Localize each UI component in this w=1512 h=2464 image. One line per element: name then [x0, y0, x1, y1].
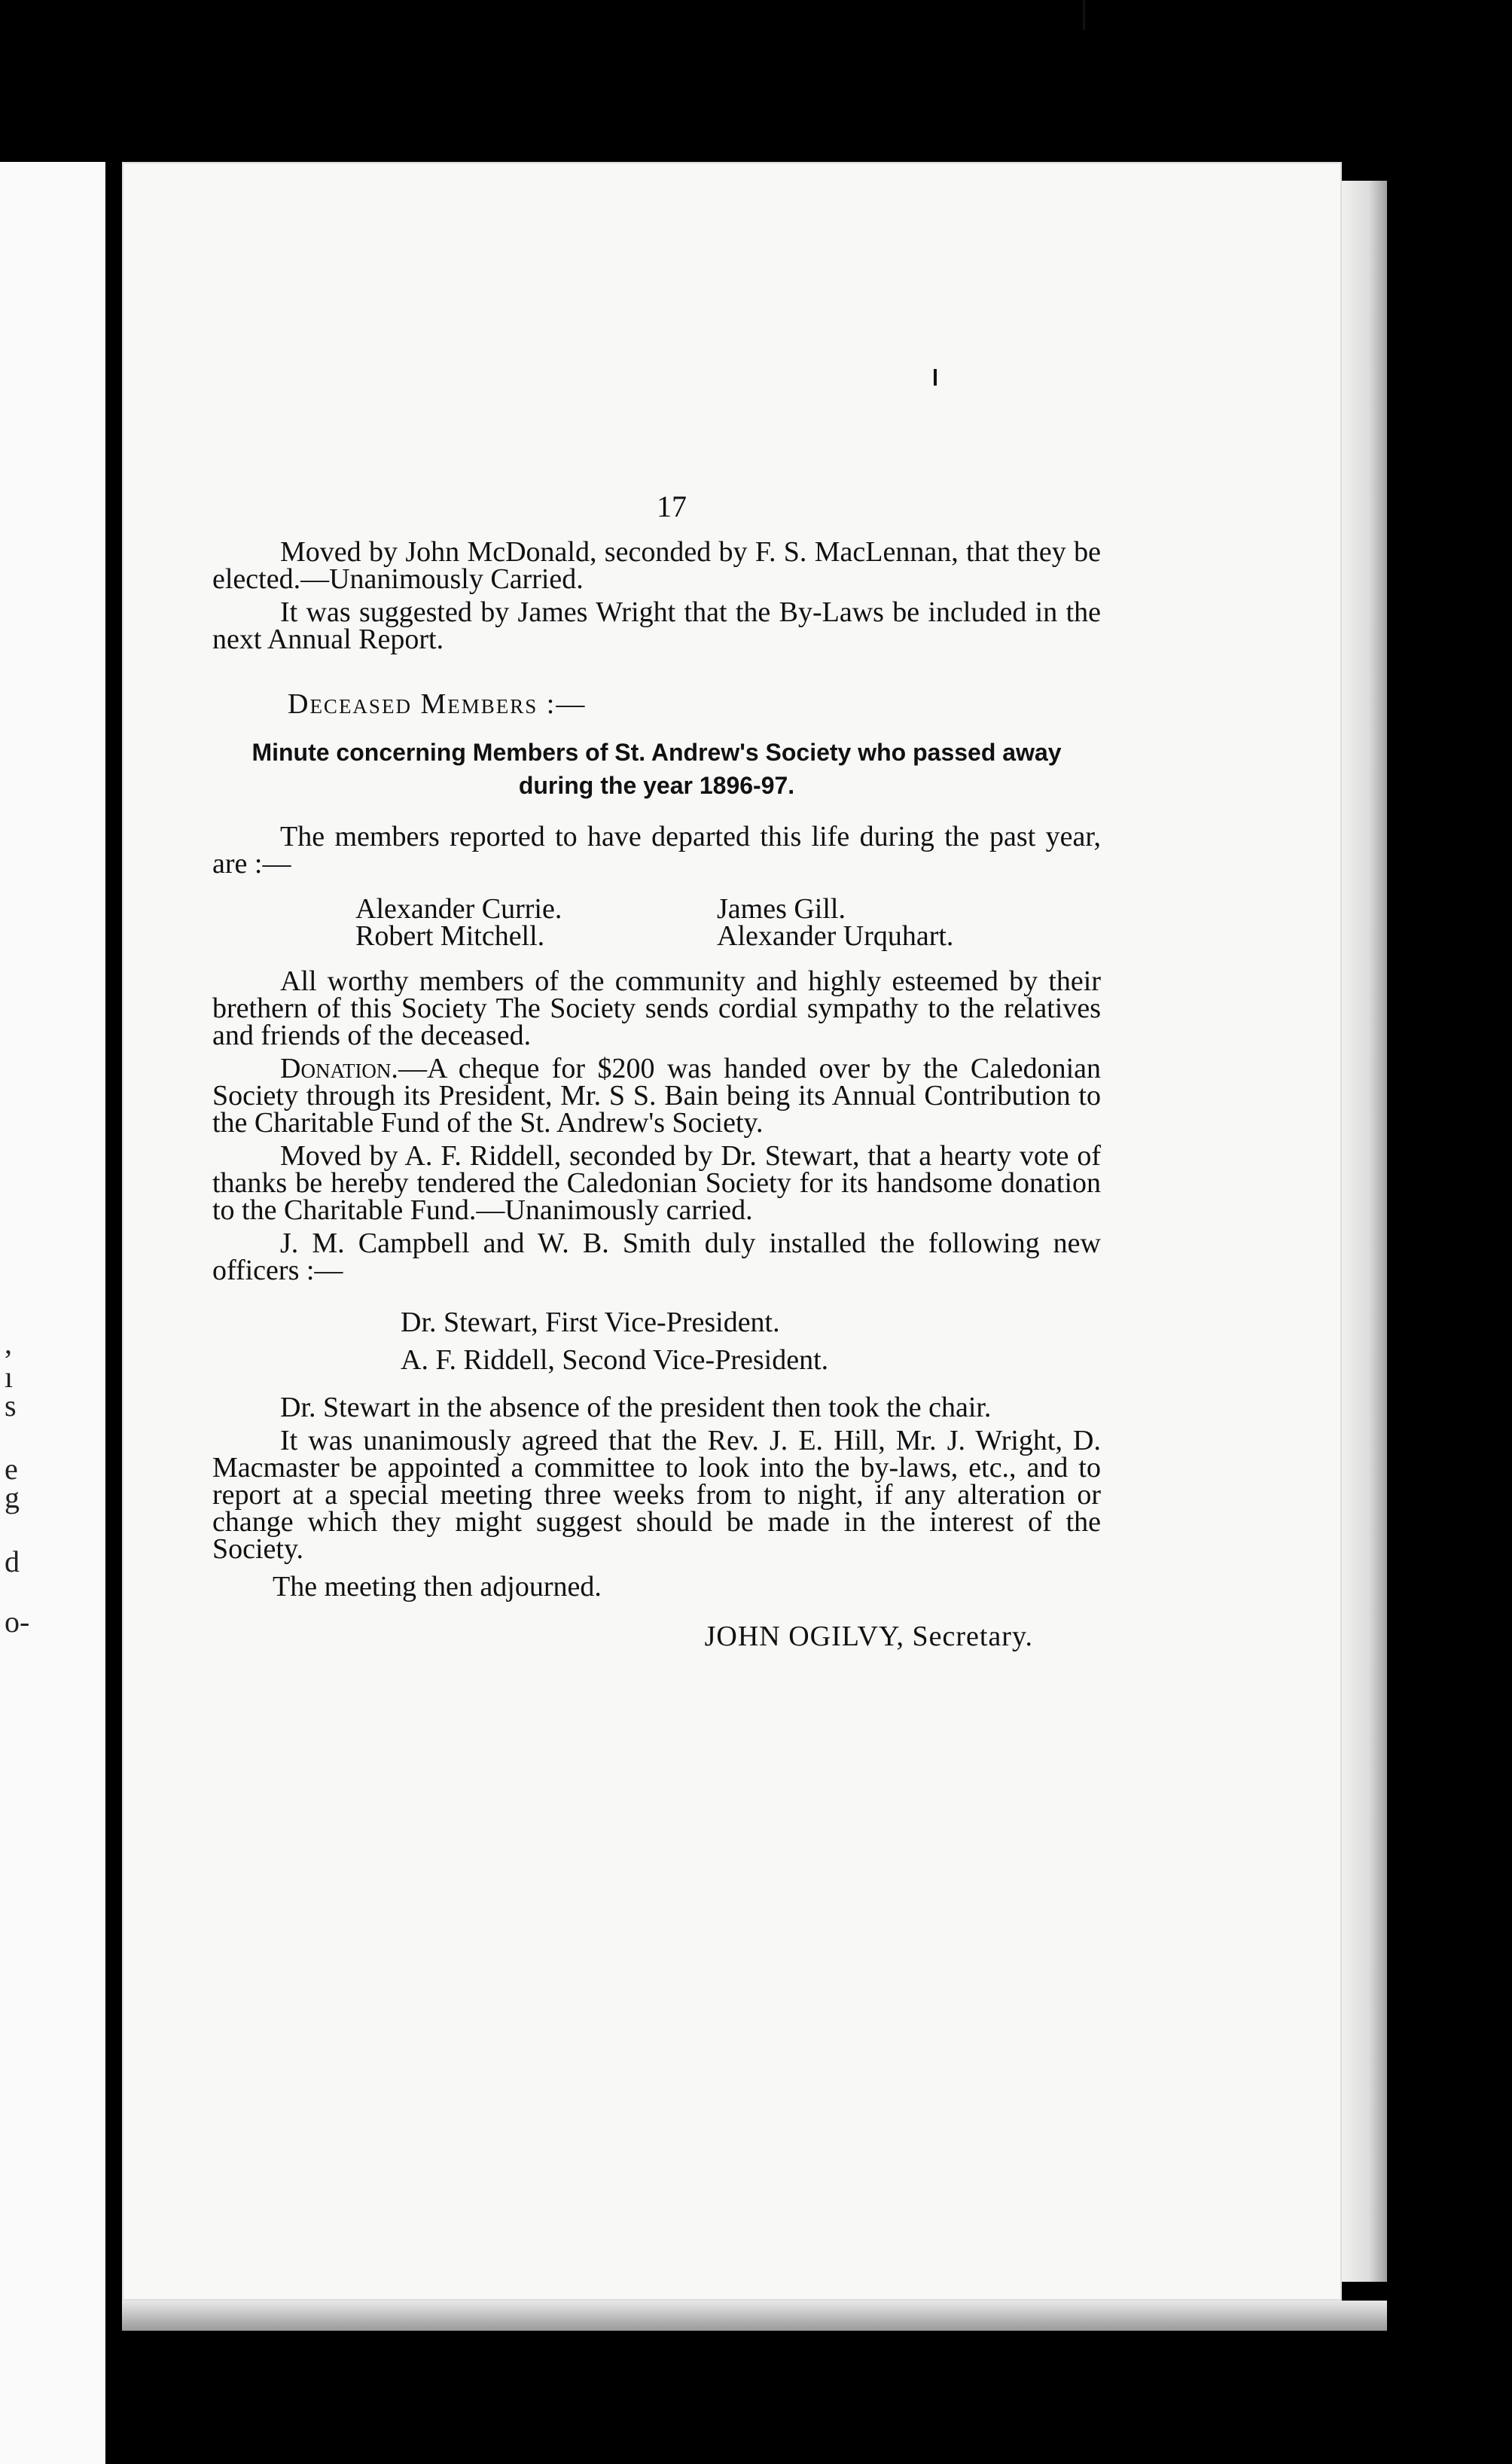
deceased-name: Alexander Urquhart.	[717, 920, 954, 952]
left-fragment-char: ,	[5, 1326, 12, 1360]
page-gutter	[105, 162, 122, 2464]
officer-entry: A. F. Riddell, Second Vice-President.	[401, 1344, 829, 1376]
paragraph-members-intro: The members reported to have departed this life during the past year, are :—	[212, 821, 1101, 880]
donation-text: —A cheque for $200 was handed over by the Caledonian Society through its President, Mr. S S. Bain being its Annual Contribution to the Charitable Fund of the St. Andrew's Society.	[212, 1053, 1101, 1139]
scan-speck	[934, 369, 937, 386]
page-right-edge	[1342, 181, 1387, 2282]
paragraph-adjourned: The meeting then adjourned.	[273, 1571, 602, 1603]
page-content	[212, 489, 1101, 1652]
officer-entry: Dr. Stewart, First Vice-President.	[401, 1307, 780, 1338]
donation-label: Donation.	[280, 1053, 398, 1084]
section-heading-deceased: Deceased Members :—	[288, 688, 587, 720]
page-bottom-edge	[122, 2301, 1387, 2331]
paragraph-committee: It was unanimously agreed that the Rev. J. E. Hill, Mr. J. Wright, D. Macmaster be appointed a committee to look into the by-laws, etc., and to report at a special meeting three weeks from to night, if any alteration or change which they might suggest should be made in the interest of the Society.	[212, 1425, 1101, 1565]
left-fragment-char: e	[5, 1452, 18, 1486]
deceased-name: James Gill.	[717, 893, 846, 925]
paragraph-moved-mcdonald: Moved by John McDonald, seconded by F. S. MacLennan, that they be elected.—Unanimously Carried.	[212, 536, 1101, 595]
paragraph-worthy-members: All worthy members of the community and highly esteemed by their brethern of this Society The Society sends cordial sympathy to the relatives and friends of the deceased.	[212, 965, 1101, 1051]
paragraph-took-chair: Dr. Stewart in the absence of the president then took the chair.	[280, 1392, 992, 1423]
page-number: 17	[657, 489, 687, 523]
scan-speck	[1083, 0, 1085, 30]
paragraph-donation	[212, 1053, 1101, 1139]
left-fragment-char: ı	[5, 1360, 14, 1394]
secretary-signature: JOHN OGILVY, Secretary.	[704, 1621, 1033, 1652]
left-fragment-char: s	[5, 1389, 17, 1423]
paragraph-by-laws-suggestion: It was suggested by James Wright that the By-Laws be included in the next Annual Report.	[212, 596, 1101, 655]
left-fragment-char: o-	[5, 1605, 30, 1639]
deceased-name: Robert Mitchell.	[355, 920, 545, 952]
left-fragment-char: d	[5, 1545, 20, 1578]
paragraph-installed-officers: J. M. Campbell and W. B. Smith duly installed the following new officers :—	[212, 1227, 1101, 1286]
paragraph-moved-riddell: Moved by A. F. Riddell, seconded by Dr. Stewart, that a hearty vote of thanks be hereby tendered the Caledonian Society for its handsome donation to the Charitable Fund.—Unanimously carried.	[212, 1140, 1101, 1226]
left-fragment-char: g	[5, 1481, 20, 1514]
officers-list	[212, 1304, 1101, 1379]
deceased-name: Alexander Currie.	[355, 893, 562, 925]
left-page-fragment	[0, 162, 113, 2464]
deceased-names-list	[355, 895, 1101, 950]
minute-title: Minute concerning Members of St. Andrew's Society who passed away during the year 1896-97.	[251, 739, 1062, 799]
